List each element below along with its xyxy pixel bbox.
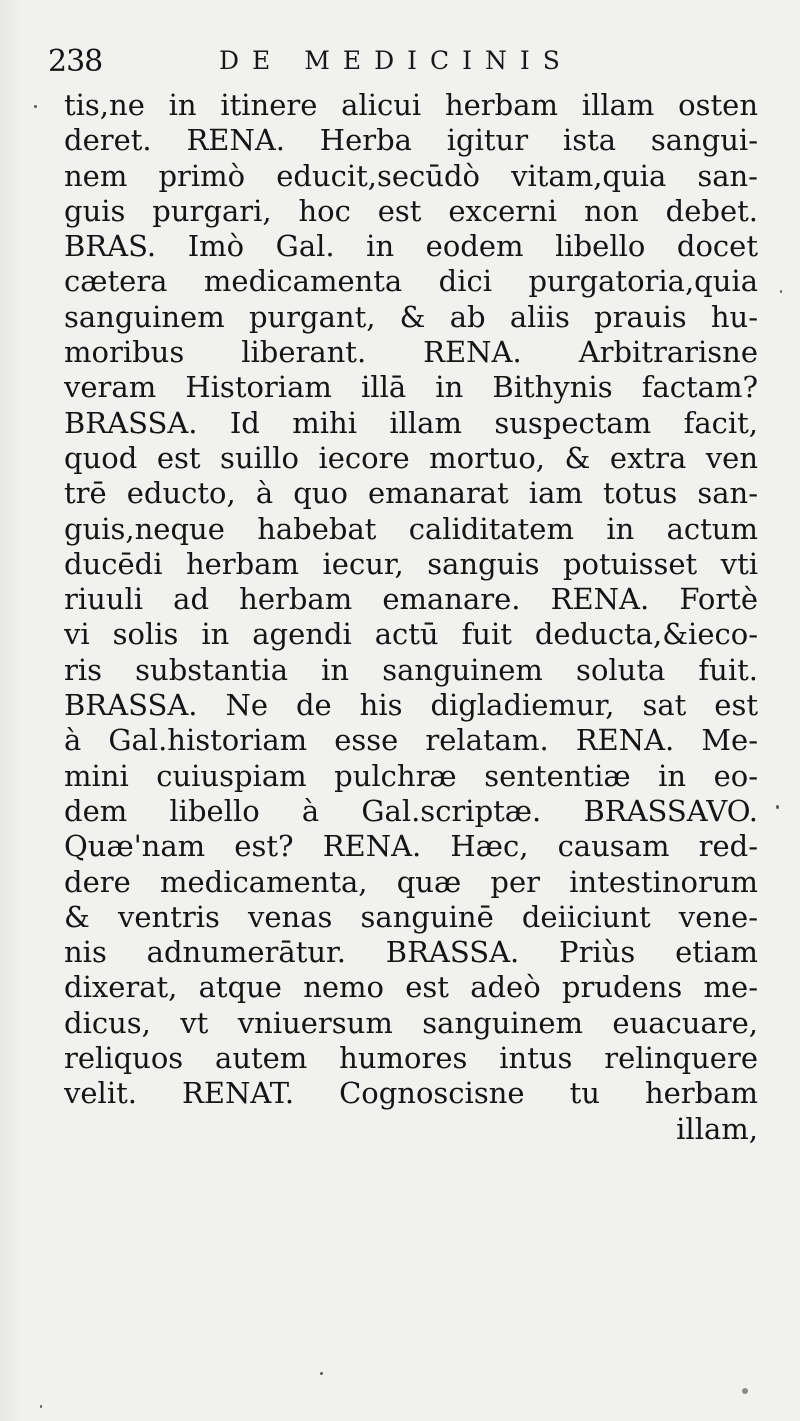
text-line: ducēdi herbam iecur, sanguis potuisset vti	[64, 546, 758, 581]
ink-speck	[780, 290, 782, 293]
text-line: guis,neque habebat caliditatem in actum	[64, 511, 758, 546]
text-line: veram Historiam illā in Bithynis factam?	[64, 370, 758, 405]
text-line: nem primò educit,secūdò vitam,quia san-	[64, 158, 758, 193]
running-head: DE MEDICINIS	[219, 46, 573, 75]
ink-speck	[742, 1388, 748, 1394]
text-line: Quæ'nam est? RENA. Hæc, causam red-	[64, 829, 758, 864]
page-number: 238	[48, 44, 103, 79]
ink-speck	[776, 805, 779, 809]
text-line: guis purgari, hoc est excerni non debet.	[64, 193, 758, 228]
text-line: dem libello à Gal.scriptæ. BRASSAVO.	[64, 793, 758, 828]
text-line: BRASSA. Id mihi illam suspectam facit,	[64, 405, 758, 440]
text-line: vi solis in agendi actū fuit deducta,&ieco-	[64, 617, 758, 652]
text-line: BRASSA. Ne de his digladiemur, sat est	[64, 688, 758, 723]
text-line: & ventris venas sanguinē deiiciunt vene-	[64, 899, 758, 934]
text-line: quod est suillo iecore mortuo, & extra ven	[64, 440, 758, 475]
body-text	[64, 88, 758, 1147]
text-line: deret. RENA. Herba igitur ista sangui-	[64, 123, 758, 158]
page-gutter-shadow	[0, 0, 22, 1421]
text-line: cætera medicamenta dici purgatoria,quia	[64, 264, 758, 299]
text-line: dixerat, atque nemo est adeò prudens me-	[64, 970, 758, 1005]
text-line: dicus, vt vniuersum sanguinem euacuare,	[64, 1005, 758, 1040]
text-line: ris substantia in sanguinem soluta fuit.	[64, 652, 758, 687]
text-line: dere medicamenta, quæ per intestinorum	[64, 864, 758, 899]
text-line: mini cuiuspiam pulchræ sententiæ in eo-	[64, 758, 758, 793]
text-line: riuuli ad herbam emanare. RENA. Fortè	[64, 582, 758, 617]
text-line: moribus liberant. RENA. Arbitrarisne	[64, 335, 758, 370]
text-line: velit. RENAT. Cognoscisne tu herbam	[64, 1076, 758, 1111]
ink-speck	[320, 1372, 323, 1375]
text-line: nis adnumerātur. BRASSA. Priùs etiam	[64, 935, 758, 970]
text-line: BRAS. Imò Gal. in eodem libello docet	[64, 229, 758, 264]
text-line: à Gal.historiam esse relatam. RENA. Me-	[64, 723, 758, 758]
ink-speck	[34, 105, 37, 108]
catchword-line: illam,	[676, 1111, 758, 1146]
text-line: tis,ne in itinere alicui herbam illam osten	[64, 88, 758, 122]
text-line: reliquos autem humores intus relinquere	[64, 1041, 758, 1076]
text-line: sanguinem purgant, & ab aliis prauis hu-	[64, 299, 758, 334]
ink-speck	[40, 1405, 42, 1408]
text-line: trē educto, à quo emanarat iam totus san-	[64, 476, 758, 511]
page-header	[44, 40, 784, 90]
